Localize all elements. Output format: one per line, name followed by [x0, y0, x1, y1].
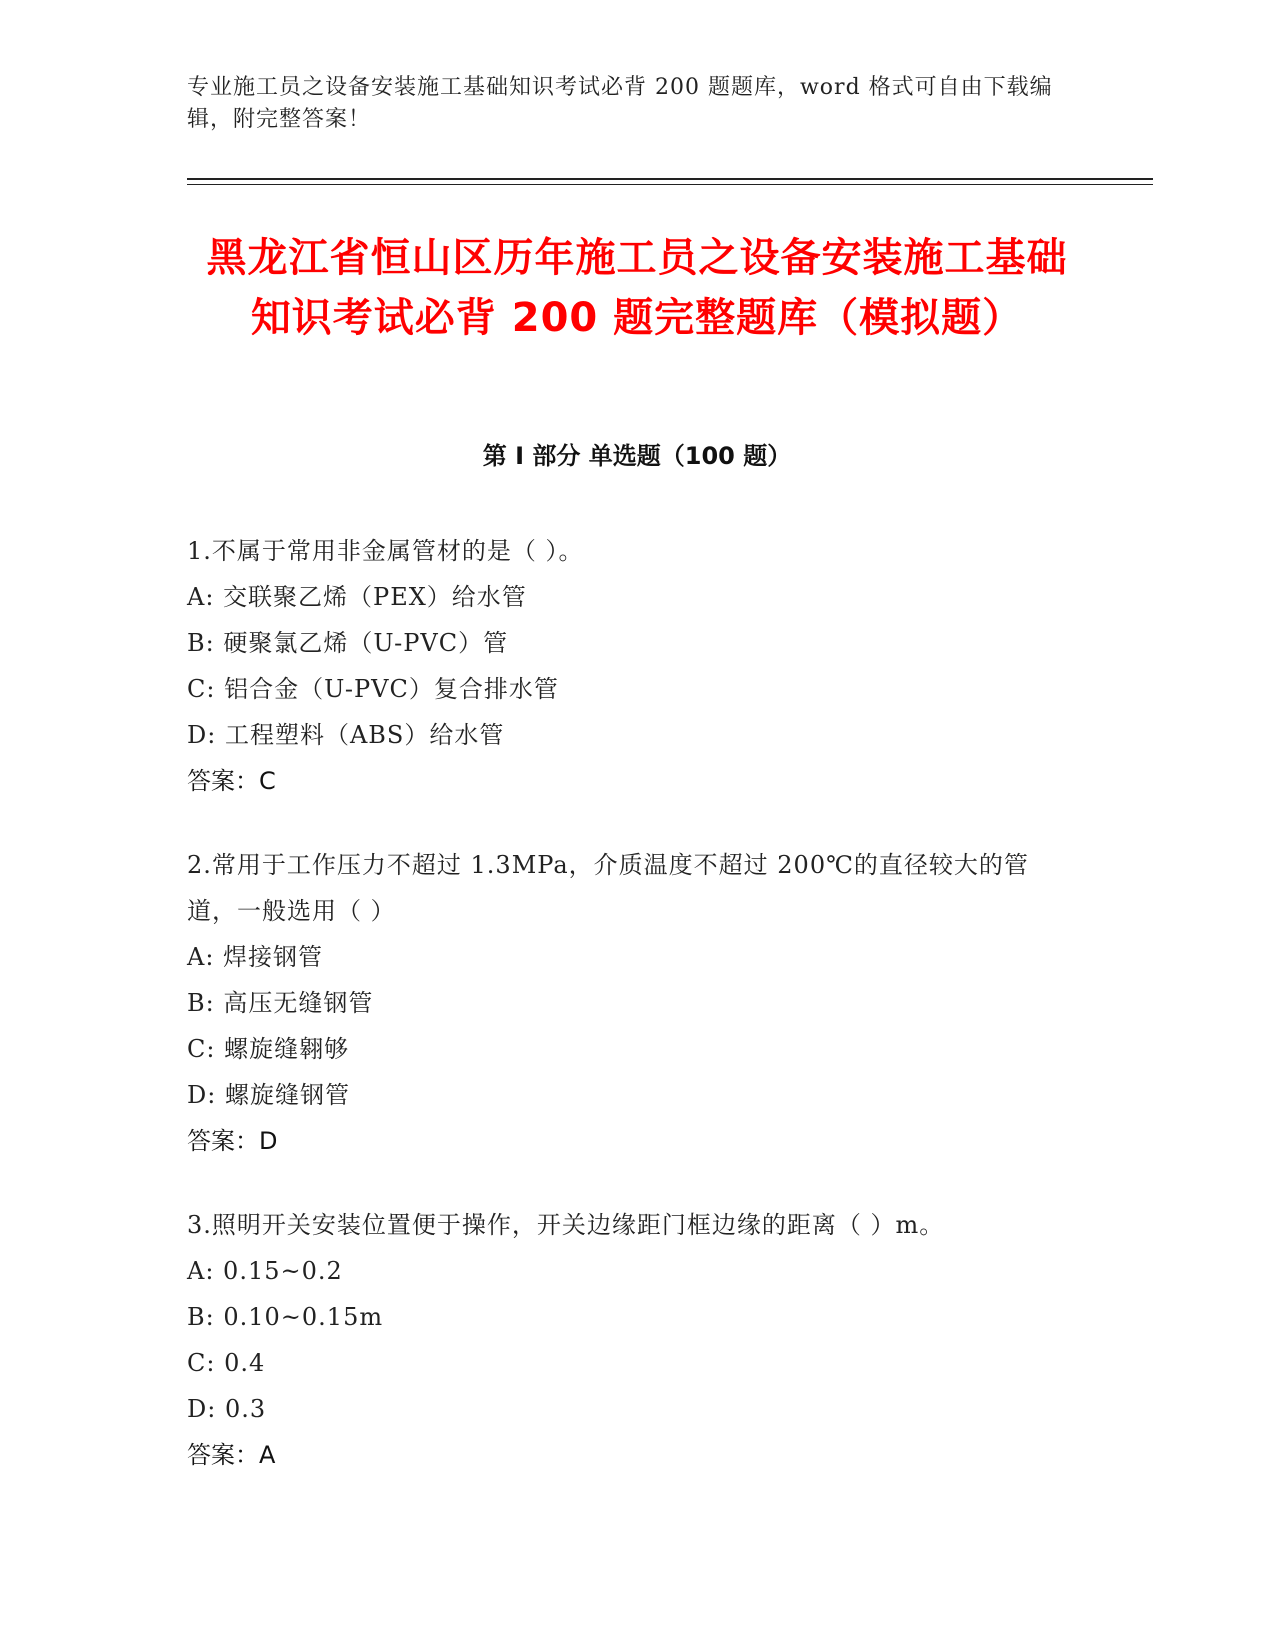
option-b: B: 高压无缝钢管	[187, 989, 374, 1017]
answer: 答案：C	[187, 767, 276, 795]
question-list	[187, 528, 1067, 1516]
question-1	[187, 528, 1067, 804]
option-a: A: 交联聚乙烯（PEX）给水管	[187, 583, 527, 611]
question-stem: 2.常用于工作压力不超过 1.3MPa，介质温度不超过 200℃的直径较大的管道，一般选用（ ）	[187, 851, 1029, 925]
option-a: A: 0.15~0.2	[187, 1257, 343, 1285]
option-b: B: 硬聚氯乙烯（U-PVC）管	[187, 629, 509, 657]
option-c: C: 0.4	[187, 1349, 266, 1377]
question-stem: 3.照明开关安装位置便于操作，开关边缘距门框边缘的距离（ ）m。	[187, 1211, 945, 1239]
header-divider	[187, 178, 1153, 180]
question-stem: 1.不属于常用非金属管材的是（ ）。	[187, 537, 584, 565]
option-d: D: 0.3	[187, 1395, 267, 1423]
header-divider-thin	[187, 184, 1153, 185]
header-note: 专业施工员之设备安装施工基础知识考试必背 200 题题库，word 格式可自由下载编辑，附完整答案！	[187, 75, 1053, 132]
option-b: B: 0.10~0.15m	[187, 1303, 384, 1331]
option-a: A: 焊接钢管	[187, 943, 324, 971]
section-title: 第 I 部分 单选题（100 题）	[482, 442, 792, 470]
option-c: C: 铝合金（U-PVC）复合排水管	[187, 675, 559, 703]
question-3	[187, 1202, 1067, 1478]
option-d: D: 螺旋缝钢管	[187, 1081, 350, 1109]
answer: 答案：A	[187, 1441, 276, 1469]
option-c: C: 螺旋缝翱够	[187, 1035, 350, 1063]
answer: 答案：D	[187, 1127, 278, 1155]
question-2	[187, 842, 1067, 1164]
document-title: 黑龙江省恒山区历年施工员之设备安装施工基础知识考试必背 200 题完整题库（模拟题）	[206, 235, 1068, 341]
option-d: D: 工程塑料（ABS）给水管	[187, 721, 505, 749]
